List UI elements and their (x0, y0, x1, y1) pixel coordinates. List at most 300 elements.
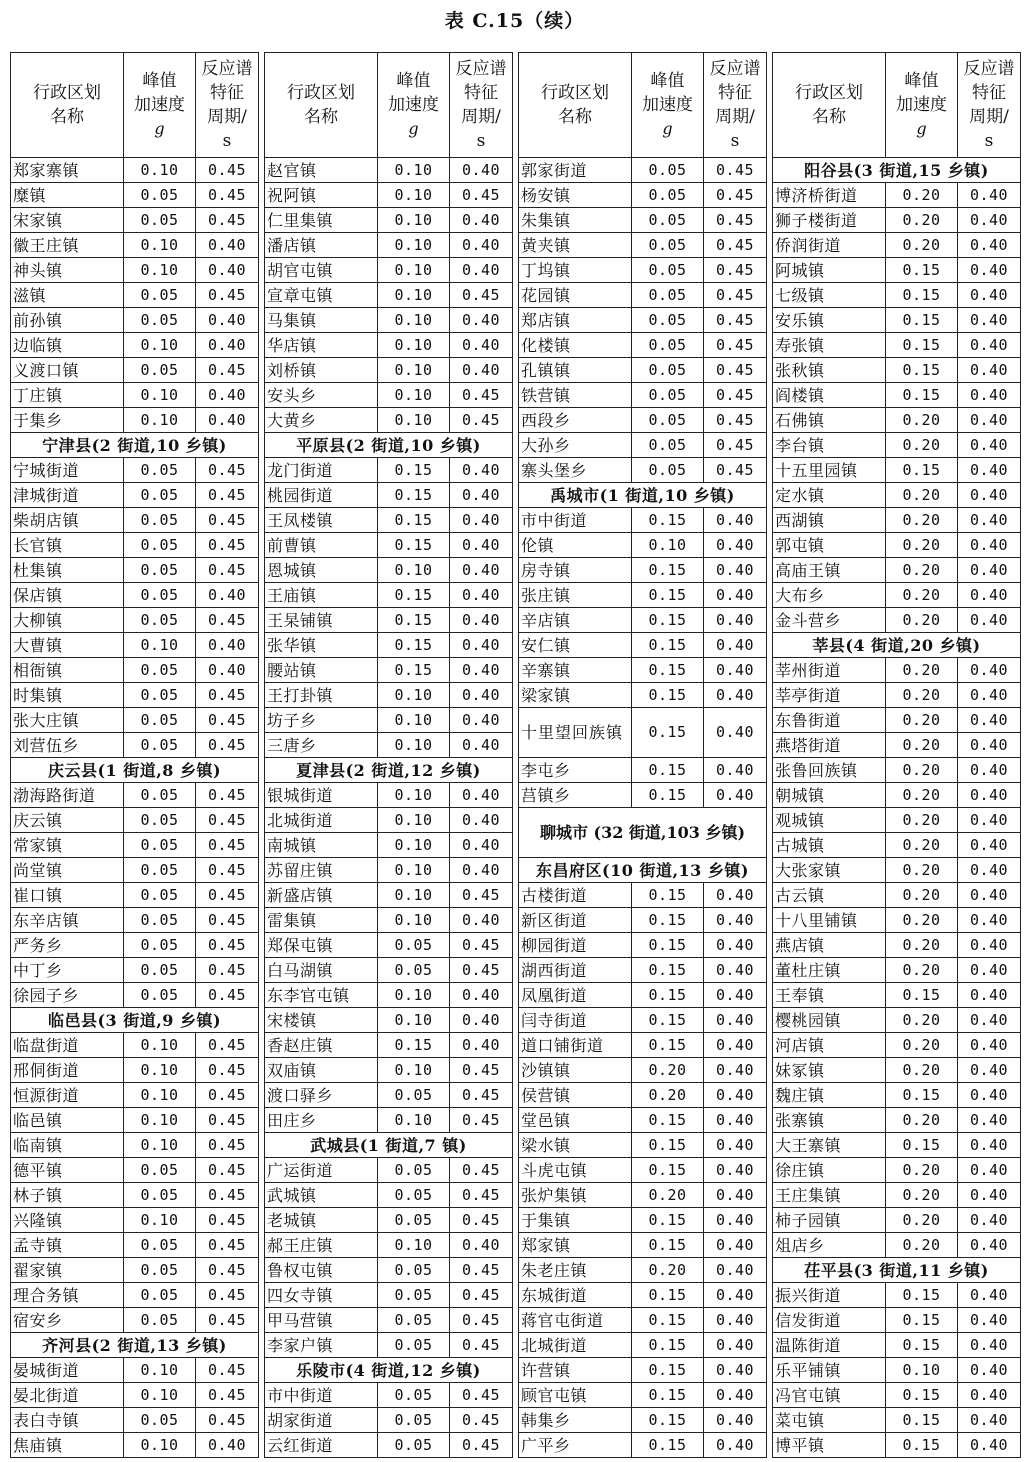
table-row (519, 958, 767, 983)
row-characteristic-period: 0.40 (450, 1008, 513, 1033)
row-name: 博平镇 (773, 1433, 886, 1458)
row-characteristic-period: 0.40 (704, 983, 767, 1008)
header-peak-acceleration (124, 53, 196, 158)
row-peak-acceleration: 0.20 (886, 683, 958, 708)
row-characteristic-period: 0.40 (958, 408, 1021, 433)
row-peak-acceleration: 0.10 (378, 208, 450, 233)
row-characteristic-period: 0.40 (704, 683, 767, 708)
table-row (773, 408, 1021, 433)
row-name: 渤海路街道 (11, 783, 124, 808)
row-peak-acceleration: 0.20 (886, 233, 958, 258)
row-name: 新盛店镇 (265, 883, 378, 908)
row-name: 朝城镇 (773, 783, 886, 808)
row-peak-acceleration: 0.15 (632, 983, 704, 1008)
table-row (11, 1433, 259, 1458)
row-name: 李台镇 (773, 433, 886, 458)
row-peak-acceleration: 0.05 (378, 1383, 450, 1408)
row-characteristic-period: 0.40 (450, 633, 513, 658)
row-characteristic-period: 0.40 (958, 683, 1021, 708)
row-peak-acceleration: 0.15 (632, 1033, 704, 1058)
row-peak-acceleration: 0.10 (124, 1208, 196, 1233)
row-name: 徐园子乡 (11, 983, 124, 1008)
row-name: 安仁镇 (519, 633, 632, 658)
row-name: 化楼镇 (519, 333, 632, 358)
row-name: 王庄集镇 (773, 1183, 886, 1208)
row-name: 香赵庄镇 (265, 1033, 378, 1058)
table-row (11, 1108, 259, 1133)
row-name: 大孙乡 (519, 433, 632, 458)
row-name: 辛寨镇 (519, 658, 632, 683)
table-row (519, 983, 767, 1008)
table-row (519, 233, 767, 258)
row-name: 七级镇 (773, 283, 886, 308)
table-row (773, 533, 1021, 558)
row-peak-acceleration: 0.15 (632, 658, 704, 683)
table-row (11, 783, 259, 808)
row-peak-acceleration: 0.15 (632, 608, 704, 633)
row-peak-acceleration: 0.15 (378, 1033, 450, 1058)
row-peak-acceleration: 0.05 (124, 458, 196, 483)
table-row (519, 1058, 767, 1083)
row-name: 郑店镇 (519, 308, 632, 333)
table-row (773, 708, 1021, 733)
row-name: 宋楼镇 (265, 1008, 378, 1033)
section-header: 莘县(4 街道,20 乡镇) (773, 633, 1021, 658)
row-peak-acceleration: 0.05 (378, 1333, 450, 1358)
row-name: 糜镇 (11, 183, 124, 208)
table-row (11, 1183, 259, 1208)
row-name: 大柳镇 (11, 608, 124, 633)
row-peak-acceleration: 0.10 (378, 183, 450, 208)
row-characteristic-period: 0.45 (196, 1408, 259, 1433)
row-peak-acceleration: 0.05 (124, 958, 196, 983)
row-characteristic-period: 0.45 (196, 908, 259, 933)
row-peak-acceleration: 0.10 (378, 683, 450, 708)
row-characteristic-period: 0.40 (196, 258, 259, 283)
row-characteristic-period: 0.40 (958, 333, 1021, 358)
row-characteristic-period: 0.45 (196, 158, 259, 183)
table-row (773, 1408, 1021, 1433)
row-characteristic-period: 0.40 (958, 558, 1021, 583)
table-row (11, 983, 259, 1008)
row-name: 津城街道 (11, 483, 124, 508)
row-peak-acceleration: 0.05 (124, 808, 196, 833)
row-name: 燕店镇 (773, 933, 886, 958)
table-row (773, 758, 1021, 783)
row-name: 云红街道 (265, 1433, 378, 1458)
row-characteristic-period: 0.40 (450, 658, 513, 683)
table-row (265, 1308, 513, 1333)
header-name-line: 行政区划 (541, 83, 609, 103)
row-characteristic-period: 0.45 (450, 1408, 513, 1433)
row-name: 武城镇 (265, 1183, 378, 1208)
row-characteristic-period: 0.45 (704, 258, 767, 283)
row-peak-acceleration: 0.20 (886, 508, 958, 533)
row-name: 翟家镇 (11, 1258, 124, 1283)
row-peak-acceleration: 0.05 (124, 608, 196, 633)
table-row (265, 1233, 513, 1258)
row-characteristic-period: 0.40 (958, 533, 1021, 558)
row-peak-acceleration: 0.10 (378, 883, 450, 908)
table-row (519, 508, 767, 533)
table-row (265, 1158, 513, 1183)
row-peak-acceleration: 0.15 (886, 458, 958, 483)
row-characteristic-period: 0.40 (704, 633, 767, 658)
row-peak-acceleration: 0.15 (886, 1433, 958, 1458)
table-row (519, 208, 767, 233)
table-row (519, 683, 767, 708)
row-peak-acceleration: 0.10 (378, 358, 450, 383)
table-row (11, 408, 259, 433)
row-characteristic-period: 0.40 (450, 1233, 513, 1258)
row-name: 郭屯镇 (773, 533, 886, 558)
row-characteristic-period: 0.40 (704, 1133, 767, 1158)
table-row (773, 1383, 1021, 1408)
header-characteristic-period (704, 53, 767, 158)
row-peak-acceleration: 0.15 (632, 1283, 704, 1308)
row-peak-acceleration: 0.10 (378, 908, 450, 933)
section-header: 茌平县(3 街道,11 乡镇) (773, 1258, 1021, 1283)
table-row (773, 233, 1021, 258)
row-characteristic-period: 0.45 (450, 933, 513, 958)
header-characteristic-period-line: 反应谱 (201, 59, 253, 79)
table-row (265, 333, 513, 358)
row-peak-acceleration: 0.15 (632, 683, 704, 708)
row-peak-acceleration: 0.05 (632, 183, 704, 208)
table-row (11, 358, 259, 383)
row-peak-acceleration: 0.10 (124, 1083, 196, 1108)
header-characteristic-period-line: 周期/ (461, 107, 501, 127)
row-characteristic-period: 0.40 (196, 233, 259, 258)
table-title: 表 C.15（续） (444, 10, 585, 32)
header-peak-acceleration-line: g (408, 119, 419, 138)
table-row (265, 1208, 513, 1233)
row-peak-acceleration: 0.20 (886, 608, 958, 633)
row-peak-acceleration: 0.10 (378, 1233, 450, 1258)
row-characteristic-period: 0.40 (704, 558, 767, 583)
row-peak-acceleration: 0.05 (124, 858, 196, 883)
row-name: 表白寺镇 (11, 1408, 124, 1433)
row-characteristic-period: 0.40 (704, 1158, 767, 1183)
row-characteristic-period: 0.45 (196, 483, 259, 508)
row-peak-acceleration: 0.10 (124, 1433, 196, 1458)
table-row (519, 1358, 767, 1383)
table-row (773, 883, 1021, 908)
row-peak-acceleration: 0.05 (378, 1258, 450, 1283)
row-characteristic-period: 0.45 (450, 408, 513, 433)
header-peak-acceleration-line: 峰值 (904, 71, 939, 91)
section-header: 庆云县(1 街道,8 乡镇) (11, 758, 259, 783)
row-characteristic-period: 0.40 (958, 1108, 1021, 1133)
row-peak-acceleration: 0.15 (632, 908, 704, 933)
row-name: 长官镇 (11, 533, 124, 558)
table-row (519, 258, 767, 283)
table-row (265, 733, 513, 758)
header-peak-acceleration-line: 峰值 (142, 71, 177, 91)
table-row (265, 1258, 513, 1283)
row-name: 莘亭街道 (773, 683, 886, 708)
row-name: 莒镇乡 (519, 783, 632, 808)
row-characteristic-period: 0.40 (958, 508, 1021, 533)
row-characteristic-period: 0.40 (450, 558, 513, 583)
row-characteristic-period: 0.45 (196, 1308, 259, 1333)
row-name: 十八里铺镇 (773, 908, 886, 933)
section-header-row (773, 158, 1021, 183)
row-peak-acceleration: 0.05 (124, 933, 196, 958)
row-characteristic-period: 0.45 (196, 208, 259, 233)
table-row (773, 1008, 1021, 1033)
row-peak-acceleration: 0.05 (378, 1433, 450, 1458)
row-name: 晏北街道 (11, 1383, 124, 1408)
row-characteristic-period: 0.45 (196, 608, 259, 633)
row-peak-acceleration: 0.15 (886, 283, 958, 308)
row-name: 许营镇 (519, 1358, 632, 1383)
table-row (773, 558, 1021, 583)
header-name-line: 名称 (50, 107, 84, 127)
row-name: 信发街道 (773, 1308, 886, 1333)
row-peak-acceleration: 0.05 (632, 458, 704, 483)
row-characteristic-period: 0.45 (450, 883, 513, 908)
row-name: 三唐乡 (265, 733, 378, 758)
row-name: 严务乡 (11, 933, 124, 958)
table-row (519, 583, 767, 608)
table-row (519, 708, 767, 758)
row-characteristic-period: 0.40 (450, 908, 513, 933)
row-characteristic-period: 0.40 (958, 983, 1021, 1008)
row-characteristic-period: 0.45 (196, 858, 259, 883)
table-row (265, 883, 513, 908)
row-peak-acceleration: 0.05 (124, 508, 196, 533)
table-row (773, 1208, 1021, 1233)
table-row (773, 208, 1021, 233)
row-name: 南城镇 (265, 833, 378, 858)
table-column-2 (264, 52, 512, 1458)
row-peak-acceleration: 0.10 (378, 983, 450, 1008)
row-name: 杜集镇 (11, 558, 124, 583)
row-characteristic-period: 0.45 (196, 833, 259, 858)
row-characteristic-period: 0.40 (958, 1033, 1021, 1058)
row-peak-acceleration: 0.05 (632, 208, 704, 233)
row-peak-acceleration: 0.15 (632, 1308, 704, 1333)
row-name: 市中街道 (265, 1383, 378, 1408)
table-row (773, 1283, 1021, 1308)
row-name: 银城街道 (265, 783, 378, 808)
row-peak-acceleration: 0.05 (124, 908, 196, 933)
table-row (773, 608, 1021, 633)
row-peak-acceleration: 0.05 (378, 1208, 450, 1233)
row-peak-acceleration: 0.20 (886, 1058, 958, 1083)
row-peak-acceleration: 0.15 (632, 1408, 704, 1433)
table-row (11, 833, 259, 858)
row-characteristic-period: 0.45 (704, 183, 767, 208)
row-name: 阿城镇 (773, 258, 886, 283)
row-characteristic-period: 0.40 (450, 358, 513, 383)
table-row (773, 333, 1021, 358)
row-characteristic-period: 0.40 (450, 608, 513, 633)
row-characteristic-period: 0.40 (958, 808, 1021, 833)
row-peak-acceleration: 0.10 (124, 408, 196, 433)
row-peak-acceleration: 0.05 (124, 533, 196, 558)
table-row (265, 1083, 513, 1108)
row-name: 甲马营镇 (265, 1308, 378, 1333)
row-characteristic-period: 0.40 (958, 208, 1021, 233)
row-characteristic-period: 0.40 (196, 383, 259, 408)
row-characteristic-period: 0.40 (958, 1083, 1021, 1108)
table-row (265, 1108, 513, 1133)
row-characteristic-period: 0.40 (450, 583, 513, 608)
header-characteristic-period-line: 周期/ (207, 107, 247, 127)
row-characteristic-period: 0.45 (196, 783, 259, 808)
row-peak-acceleration: 0.15 (378, 533, 450, 558)
row-peak-acceleration: 0.20 (632, 1083, 704, 1108)
row-name: 魏庄镇 (773, 1083, 886, 1108)
row-peak-acceleration: 0.15 (632, 1008, 704, 1033)
row-name: 高庙王镇 (773, 558, 886, 583)
row-name: 大张家镇 (773, 858, 886, 883)
table-row (265, 808, 513, 833)
row-characteristic-period: 0.40 (958, 958, 1021, 983)
row-peak-acceleration: 0.05 (632, 433, 704, 458)
header-characteristic-period-line: 反应谱 (963, 59, 1015, 79)
table-row (519, 1158, 767, 1183)
header-name-line: 行政区划 (795, 83, 863, 103)
row-characteristic-period: 0.45 (196, 283, 259, 308)
row-name: 侯营镇 (519, 1083, 632, 1108)
row-characteristic-period: 0.40 (196, 333, 259, 358)
row-characteristic-period: 0.40 (450, 233, 513, 258)
row-peak-acceleration: 0.15 (378, 608, 450, 633)
row-name: 古城镇 (773, 833, 886, 858)
header-peak-acceleration-line: 加速度 (388, 95, 439, 115)
table-row (773, 1308, 1021, 1333)
table-row (11, 733, 259, 758)
row-characteristic-period: 0.40 (704, 908, 767, 933)
table-row (519, 1208, 767, 1233)
header-row (519, 53, 767, 158)
table-row (11, 1083, 259, 1108)
row-peak-acceleration: 0.10 (378, 558, 450, 583)
row-peak-acceleration: 0.05 (124, 1408, 196, 1433)
header-name-line: 行政区划 (287, 83, 355, 103)
row-characteristic-period: 0.40 (704, 783, 767, 808)
table-row (519, 333, 767, 358)
row-name: 道口铺街道 (519, 1033, 632, 1058)
row-peak-acceleration: 0.20 (886, 758, 958, 783)
row-characteristic-period: 0.45 (196, 983, 259, 1008)
table-row (11, 1258, 259, 1283)
row-name: 温陈街道 (773, 1333, 886, 1358)
row-characteristic-period: 0.40 (958, 1333, 1021, 1358)
row-peak-acceleration: 0.20 (886, 533, 958, 558)
table-row (11, 1133, 259, 1158)
row-peak-acceleration: 0.15 (886, 1333, 958, 1358)
row-peak-acceleration: 0.20 (886, 433, 958, 458)
row-peak-acceleration: 0.05 (124, 308, 196, 333)
row-name: 燕塔街道 (773, 733, 886, 758)
table-row (773, 983, 1021, 1008)
row-characteristic-period: 0.40 (958, 283, 1021, 308)
row-peak-acceleration: 0.15 (378, 508, 450, 533)
row-name: 渡口驿乡 (265, 1083, 378, 1108)
table-row (519, 558, 767, 583)
row-peak-acceleration: 0.15 (632, 1233, 704, 1258)
row-peak-acceleration: 0.05 (124, 1158, 196, 1183)
row-characteristic-period: 0.45 (450, 283, 513, 308)
table-row (11, 308, 259, 333)
section-header-row (773, 1258, 1021, 1283)
table-row (519, 783, 767, 808)
table-row (519, 283, 767, 308)
row-characteristic-period: 0.45 (450, 1108, 513, 1133)
row-peak-acceleration: 0.10 (378, 1108, 450, 1133)
row-name: 仁里集镇 (265, 208, 378, 233)
row-name: 董杜庄镇 (773, 958, 886, 983)
section-header-row (11, 1333, 259, 1358)
table-row (773, 783, 1021, 808)
table-row (11, 233, 259, 258)
row-characteristic-period: 0.40 (450, 783, 513, 808)
row-characteristic-period: 0.40 (704, 1358, 767, 1383)
row-peak-acceleration: 0.20 (886, 908, 958, 933)
row-name: 樱桃园镇 (773, 1008, 886, 1033)
header-peak-acceleration-line: 峰值 (396, 71, 431, 91)
row-characteristic-period: 0.40 (958, 1158, 1021, 1183)
row-peak-acceleration: 0.15 (886, 258, 958, 283)
row-peak-acceleration: 0.05 (632, 333, 704, 358)
row-peak-acceleration: 0.05 (632, 233, 704, 258)
header-row (773, 53, 1021, 158)
table-row (519, 1333, 767, 1358)
table-row (519, 1083, 767, 1108)
region-table (772, 52, 1021, 1458)
row-peak-acceleration: 0.05 (378, 1083, 450, 1108)
row-peak-acceleration: 0.10 (378, 733, 450, 758)
row-name: 安乐镇 (773, 308, 886, 333)
row-name: 孟寺镇 (11, 1233, 124, 1258)
row-characteristic-period: 0.45 (704, 308, 767, 333)
row-characteristic-period: 0.45 (196, 558, 259, 583)
row-name: 郑家寨镇 (11, 158, 124, 183)
row-peak-acceleration: 0.10 (124, 1133, 196, 1158)
row-name: 寨头堡乡 (519, 458, 632, 483)
row-name: 张鲁回族镇 (773, 758, 886, 783)
section-header: 齐河县(2 街道,13 乡镇) (11, 1333, 259, 1358)
row-name: 龙门街道 (265, 458, 378, 483)
row-characteristic-period: 0.40 (958, 1233, 1021, 1258)
row-name: 侨润街道 (773, 233, 886, 258)
row-peak-acceleration: 0.20 (886, 1033, 958, 1058)
row-characteristic-period: 0.40 (704, 1033, 767, 1058)
table-row (265, 983, 513, 1008)
row-name: 双庙镇 (265, 1058, 378, 1083)
table-row (773, 183, 1021, 208)
header-row (11, 53, 259, 158)
row-name: 古云镇 (773, 883, 886, 908)
table-row (773, 1033, 1021, 1058)
row-peak-acceleration: 0.10 (124, 1383, 196, 1408)
row-characteristic-period: 0.45 (450, 1308, 513, 1333)
row-characteristic-period: 0.40 (958, 1408, 1021, 1433)
row-characteristic-period: 0.40 (958, 658, 1021, 683)
row-name: 十五里园镇 (773, 458, 886, 483)
row-name: 白马湖镇 (265, 958, 378, 983)
row-characteristic-period: 0.45 (196, 1208, 259, 1233)
row-characteristic-period: 0.45 (196, 1233, 259, 1258)
row-name: 阎楼镇 (773, 383, 886, 408)
row-peak-acceleration: 0.05 (124, 358, 196, 383)
row-name: 丁庄镇 (11, 383, 124, 408)
row-peak-acceleration: 0.10 (378, 833, 450, 858)
